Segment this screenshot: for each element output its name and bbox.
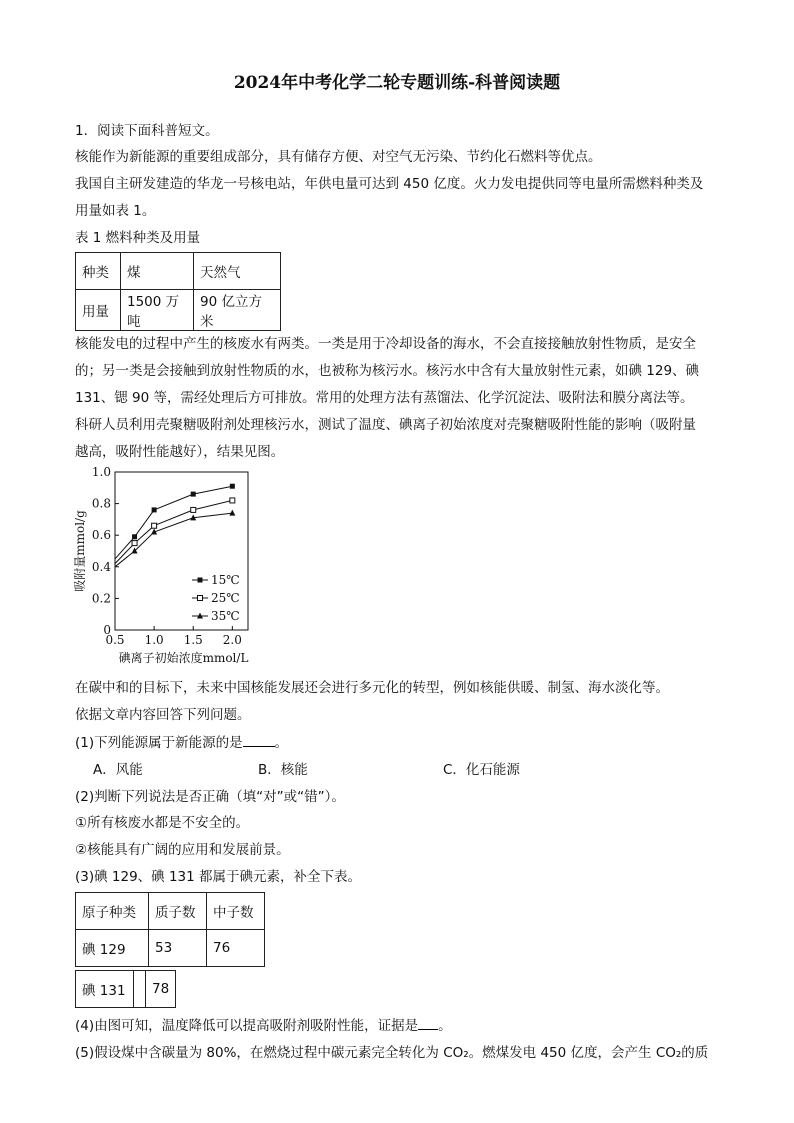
table-row bbox=[76, 971, 176, 1008]
table-cell: 76 bbox=[207, 930, 265, 967]
x-tick-label: 0.5 bbox=[105, 633, 125, 647]
series-line-2 bbox=[115, 500, 232, 563]
table-cell: 碘 131 bbox=[76, 971, 134, 1008]
data-point bbox=[152, 507, 157, 512]
data-point bbox=[132, 534, 137, 539]
y-tick-label: 1.0 bbox=[91, 465, 111, 479]
y-axis-label: 吸附量mmol/g bbox=[73, 510, 87, 592]
sub-question-1 bbox=[75, 731, 288, 751]
table-cell: 78 bbox=[146, 971, 176, 1008]
fuel-table bbox=[75, 252, 281, 331]
y-tick-label: 0.4 bbox=[91, 559, 111, 574]
option-b[interactable]: B．核能 bbox=[258, 762, 308, 778]
option-a[interactable]: A．风能 bbox=[93, 762, 143, 778]
paragraph-2-line-2: 用量如表 1。 bbox=[75, 203, 156, 219]
punctuation: 。 bbox=[274, 735, 289, 751]
legend-marker bbox=[198, 578, 203, 583]
data-point bbox=[230, 484, 235, 489]
paragraph-4-line-1: 科研人员利用壳聚糖吸附剂处理核污水，测试了温度、碘离子初始浓度对壳聚糖吸附性能的影响（吸附量 bbox=[75, 417, 696, 433]
table-cell: 碘 129 bbox=[76, 930, 149, 967]
paragraph-6: 依据文章内容回答下列问题。 bbox=[75, 707, 251, 723]
y-tick-label: 0.2 bbox=[91, 591, 111, 606]
table-row bbox=[76, 290, 281, 331]
paragraph-4-line-2: 越高，吸附性能越好），结果见图。 bbox=[75, 444, 285, 460]
table1-caption: 表 1 燃料种类及用量 bbox=[75, 230, 201, 246]
isotope-table bbox=[75, 892, 265, 967]
series-line-3 bbox=[115, 513, 232, 567]
punctuation: 。 bbox=[438, 1018, 452, 1034]
option-c[interactable]: C．化石能源 bbox=[443, 762, 520, 778]
isotope-table-row-2 bbox=[75, 970, 176, 1008]
data-point bbox=[229, 510, 235, 516]
sub-question-4-text: (4)由图可知，温度降低可以提高吸附剂吸附性能，证据是 bbox=[75, 1018, 419, 1034]
legend-label: 25℃ bbox=[211, 591, 240, 605]
x-tick-label: 1.5 bbox=[183, 633, 203, 647]
series-line-1 bbox=[115, 486, 232, 559]
data-point bbox=[230, 498, 235, 503]
table-cell-blank[interactable] bbox=[134, 971, 146, 1008]
paragraph-3-line-3: 131、锶 90 等，需经处理后方可排放。常用的处理方法有蒸馏法、化学沉淀法、吸附法和膜分离法等。 bbox=[75, 390, 694, 406]
table-cell: 煤 bbox=[121, 253, 194, 290]
statement-1: ①所有核废水都是不安全的。 bbox=[75, 815, 250, 831]
table-row bbox=[76, 253, 281, 290]
x-axis-label: 碘离子初始浓度mmol/L bbox=[118, 651, 249, 665]
legend-marker bbox=[198, 596, 203, 601]
y-tick-label: 0 bbox=[103, 623, 111, 637]
table-cell: 用量 bbox=[76, 290, 121, 331]
x-tick-label: 1.0 bbox=[144, 633, 164, 647]
legend-label: 35℃ bbox=[211, 609, 240, 623]
paragraph-1: 核能作为新能源的重要组成部分，具有储存方便、对空气无污染、节约化石燃料等优点。 bbox=[75, 149, 602, 165]
table-cell: 天然气 bbox=[194, 253, 281, 290]
data-point bbox=[152, 523, 157, 528]
sub-question-4 bbox=[75, 1014, 452, 1034]
data-point bbox=[132, 541, 137, 546]
table-row bbox=[76, 930, 265, 967]
answer-blank[interactable] bbox=[418, 1017, 438, 1030]
table-cell: 质子数 bbox=[149, 893, 207, 930]
paragraph-5: 在碳中和的目标下，未来中国核能发展还会进行多元化的转型，例如核能供暖、制氢、海水淡化等。 bbox=[75, 680, 669, 696]
answer-blank[interactable] bbox=[243, 734, 275, 747]
paragraph-2-line-1: 我国自主研发建造的华龙一号核电站，年供电量可达到 450 亿度。火力发电提供同等电量所需燃料种类及 bbox=[75, 176, 704, 192]
statement-2: ②核能具有广阔的应用和发展前景。 bbox=[75, 842, 290, 858]
sub-question-3: (3)碘 129、碘 131 都属于碘元素，补全下表。 bbox=[75, 869, 362, 885]
x-tick-label: 2.0 bbox=[222, 633, 242, 647]
data-point bbox=[191, 507, 196, 512]
data-point bbox=[191, 492, 196, 497]
question-intro: 1．阅读下面科普短文。 bbox=[75, 123, 219, 139]
table-cell: 原子种类 bbox=[76, 893, 149, 930]
sub-question-5: (5)假设煤中含碳量为 80%，在燃烧过程中碳元素完全转化为 CO₂。燃煤发电 450 亿度，会产生 CO₂的质 bbox=[75, 1045, 709, 1061]
sub-question-1-text: (1)下列能源属于新能源的是 bbox=[75, 735, 243, 751]
y-tick-label: 0.6 bbox=[91, 528, 111, 543]
adsorption-chart bbox=[70, 462, 260, 672]
table-row bbox=[76, 893, 265, 930]
table-cell: 90 亿立方米 bbox=[194, 290, 281, 331]
table-cell: 中子数 bbox=[207, 893, 265, 930]
y-tick-label: 0.8 bbox=[91, 496, 111, 511]
sub-question-2: (2)判断下列说法是否正确（填“对”或“错”）。 bbox=[75, 789, 345, 805]
page-title: 2024年中考化学二轮专题训练-科普阅读题 bbox=[233, 73, 561, 93]
table-cell: 种类 bbox=[76, 253, 121, 290]
paragraph-3-line-2: 的；另一类是会接触到放射性物质的水，也被称为核污水。核污水中含有大量放射性元素，如碘 129、碘 bbox=[75, 363, 700, 379]
legend-label: 15℃ bbox=[211, 573, 240, 587]
paragraph-3-line-1: 核能发电的过程中产生的核废水有两类。一类是用于冷却设备的海水，不会直接接触放射性物质，是安全 bbox=[75, 336, 696, 352]
table-cell: 53 bbox=[149, 930, 207, 967]
table-cell: 1500 万吨 bbox=[121, 290, 194, 331]
